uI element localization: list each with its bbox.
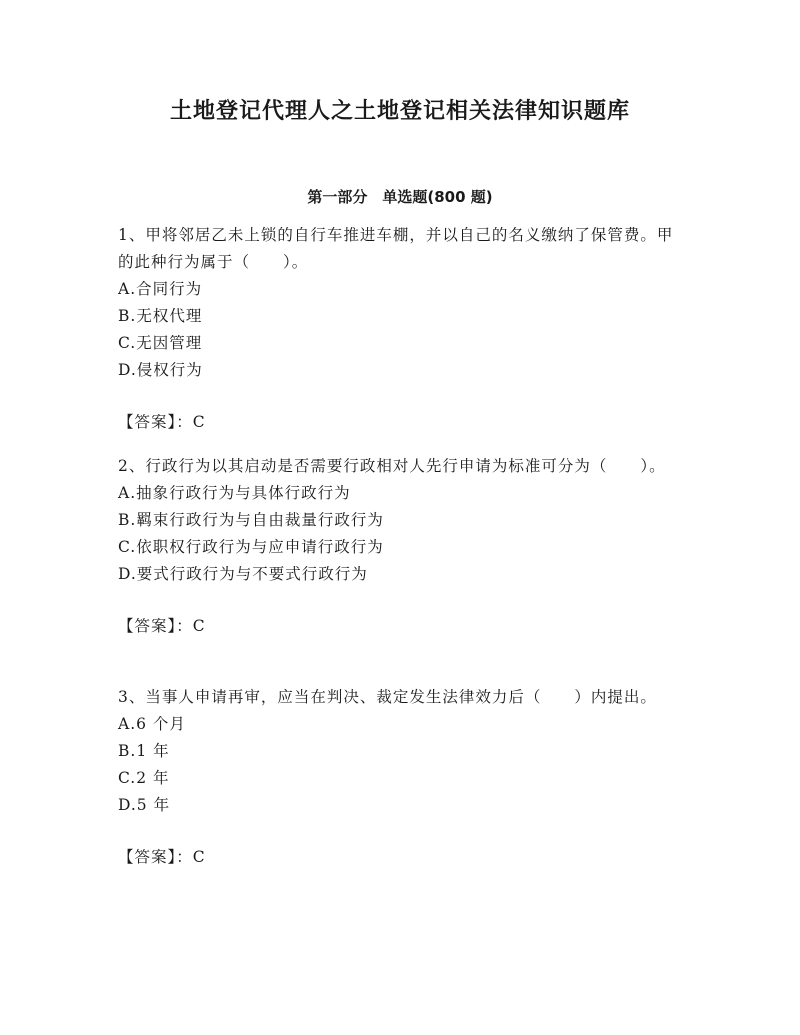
section-part: 第一部分 — [307, 188, 368, 206]
question-1 — [118, 222, 684, 436]
option-c: C.2 年 — [118, 769, 170, 787]
option-a: A.抽象行政行为与具体行政行为 — [118, 484, 351, 502]
question-stem: 3、当事人申请再审，应当在判决、裁定发生法律效力后（ ）内提出。 — [118, 688, 657, 706]
option-c: C.依职权行政行为与应申请行政行为 — [118, 538, 384, 556]
section-heading — [0, 186, 800, 207]
answer-line: 【答案】：C — [118, 848, 206, 866]
answer-line: 【答案】：C — [118, 413, 206, 431]
question-stem: 1、甲将邻居乙未上锁的自行车推进车棚，并以自己的名义缴纳了保管费。甲的此种行为属于（ ）。 — [118, 226, 674, 271]
option-d: D.侵权行为 — [118, 361, 203, 379]
option-b: B.无权代理 — [118, 307, 203, 325]
option-b: B.1 年 — [118, 742, 170, 760]
question-3 — [118, 684, 684, 871]
document-title: 土地登记代理人之土地登记相关法律知识题库 — [169, 99, 630, 124]
question-2 — [118, 453, 684, 640]
option-a: A.合同行为 — [118, 280, 203, 298]
option-a: A.6 个月 — [118, 715, 186, 733]
option-c: C.无因管理 — [118, 334, 203, 352]
answer-line: 【答案】：C — [118, 617, 206, 635]
section-name: 单选题(800 题) — [382, 188, 493, 206]
option-d: D.5 年 — [118, 796, 171, 814]
option-b: B.羁束行政行为与自由裁量行政行为 — [118, 511, 384, 529]
option-d: D.要式行政行为与不要式行政行为 — [118, 565, 368, 583]
question-stem: 2、行政行为以其启动是否需要行政相对人先行申请为标准可分为（ ）。 — [118, 457, 666, 475]
